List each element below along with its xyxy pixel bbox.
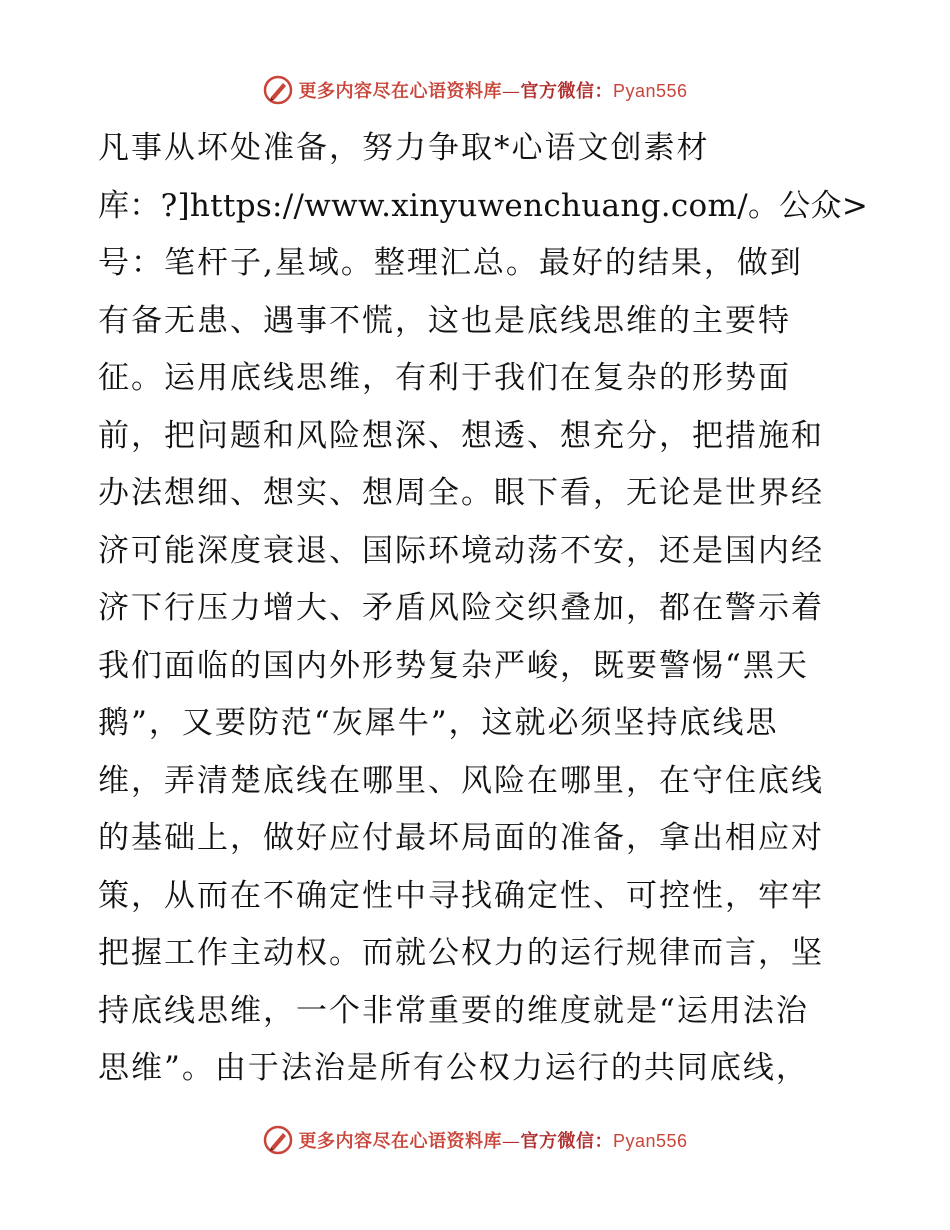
- body-line: 办法想细、想实、想周全。眼下看，无论是世界经: [98, 475, 824, 511]
- body-line: 思维”。由于法治是所有公权力运行的共同底线，: [98, 1050, 809, 1086]
- banner-wechat-id: Pyan556: [612, 81, 688, 101]
- body-line: 凡事从坏处准备，努力争取*心语文创素材: [98, 130, 710, 166]
- body-line: 前，把问题和风险想深、想透、想充分，把措施和: [98, 417, 824, 454]
- body-line: 策，从而在不确定性中寻找确定性、可控性，牢牢: [98, 877, 824, 914]
- body-line: 征。运用底线思维，有利于我们在复杂的形势面: [98, 360, 791, 396]
- banner-main-text: 更多内容尽在心语资料库: [298, 1131, 502, 1152]
- body-line: 维，弄清楚底线在哪里、风险在哪里，在守住底线: [98, 762, 824, 799]
- body-line: 我们面临的国内外形势复杂严峻，既要警惕“黑天: [98, 647, 809, 684]
- body-line: 持底线思维，一个非常重要的维度就是“运用法治: [98, 992, 809, 1029]
- body-line: 把握工作主动权。而就公权力的运行规律而言，坚: [98, 935, 824, 971]
- header-banner: [0, 70, 950, 110]
- banner-wechat-id: Pyan556: [612, 1131, 688, 1151]
- document-body: [98, 120, 869, 1098]
- body-line: 库：?]https://www.xinyuwenchuang.com/。公众>: [98, 187, 869, 224]
- body-line: 有备无患、遇事不慌，这也是底线思维的主要特: [98, 302, 791, 339]
- body-line: 号：笔杆子,星域。整理汇总。最好的结果，做到: [98, 245, 803, 281]
- banner-text: [298, 1127, 687, 1153]
- body-line: 济下行压力增大、矛盾风险交织叠加，都在警示着: [98, 590, 824, 626]
- banner-main-text: 更多内容尽在心语资料库: [298, 81, 502, 102]
- body-line: 的基础上，做好应付最坏局面的准备，拿出相应对: [98, 820, 824, 856]
- body-line: 鹅”，又要防范“灰犀牛”，这就必须坚持底线思: [98, 705, 779, 741]
- banner-dash: —: [501, 1131, 521, 1152]
- banner-dash: —: [501, 81, 521, 102]
- body-line: 济可能深度衰退、国际环境动荡不安，还是国内经: [98, 532, 824, 569]
- banner-text: [298, 77, 687, 103]
- banner-official-text: 官方微信：: [520, 81, 613, 102]
- red-pen-logo-icon: [262, 74, 294, 106]
- footer-banner: [0, 1120, 950, 1160]
- red-pen-logo-icon: [262, 1124, 294, 1156]
- banner-official-text: 官方微信：: [520, 1131, 613, 1152]
